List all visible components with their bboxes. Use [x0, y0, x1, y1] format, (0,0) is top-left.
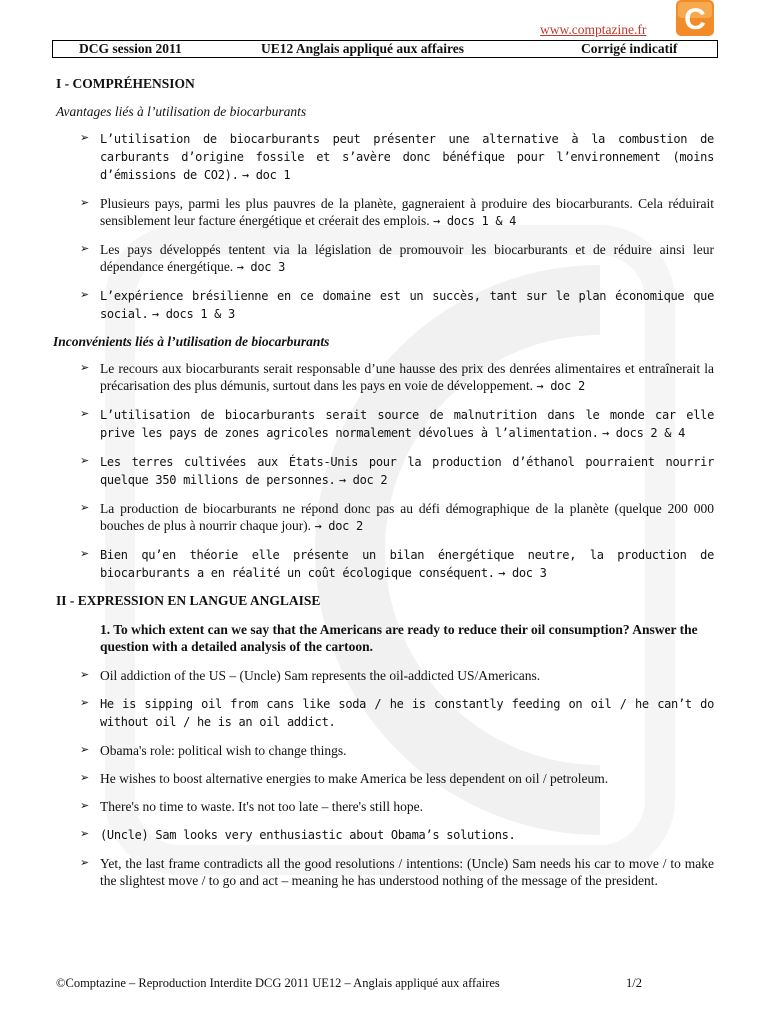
- bullet-arrow-icon: ➢: [80, 669, 90, 681]
- list-item: ➢ He is sipping oil from cans like soda / he is constantly feeding on oil / he can’t do without oil / he is an oil addict.: [80, 697, 714, 729]
- bullet-arrow-icon: ➢: [80, 697, 90, 709]
- bullet-arrow-icon: ➢: [80, 132, 90, 144]
- bullet-arrow-icon: ➢: [80, 455, 90, 467]
- list-item: ➢ (Uncle) Sam looks very enthusiastic about Obama’s solutions.: [80, 828, 516, 842]
- bullet-arrow-icon: ➢: [80, 362, 90, 374]
- bullet-arrow-icon: ➢: [80, 857, 90, 869]
- list-item: ➢ Obama's role: political wish to change things.: [80, 743, 347, 758]
- disadvantages-title: Inconvénients liés à l’utilisation de biocarburants: [53, 334, 330, 349]
- list-item: ➢ Les pays développés tentent via la législation de promouvoir les biocarburants et de réduire ainsi leur dépendance énergétique. → doc 3: [80, 242, 714, 274]
- header-box: [52, 40, 718, 58]
- page-number: 1/2: [626, 976, 642, 990]
- bullet-arrow-icon: ➢: [80, 197, 90, 209]
- header-subject: UE12 Anglais appliqué aux affaires: [261, 41, 465, 56]
- answer-list: [56, 667, 714, 889]
- advantages-list: [56, 130, 714, 323]
- list-item: ➢ Les terres cultivées aux États-Unis pour la production d’éthanol pourraient nourrir quelque 350 millions de personnes. → doc 2: [80, 455, 714, 487]
- list-item: ➢ Le recours aux biocarburants serait responsable d’une hausse des prix des denrées alimentaires et entraînerait la précarisation des plus démunis, surtout dans les pays en voie de développement. → doc 2: [80, 361, 714, 393]
- bullet-arrow-icon: ➢: [80, 800, 90, 812]
- page-footer: [56, 976, 696, 991]
- footer-text: ©Comptazine – Reproduction Interdite DCG 2011 UE12 – Anglais appliqué aux affaires: [56, 976, 500, 990]
- list-item: ➢ Yet, the last frame contradicts all the good resolutions / intentions: (Uncle) Sam needs his car to move / to make the slightest move / to go and act – meaning he has understood nothing of the message of the president.: [80, 856, 714, 888]
- question-1: 1. To which extent can we say that the Americans are ready to reduce their oil consumption? Answer the question with a detailed analysis of the cartoon.: [100, 622, 698, 654]
- bullet-arrow-icon: ➢: [80, 408, 90, 420]
- bullet-arrow-icon: ➢: [80, 289, 90, 301]
- bullet-arrow-icon: ➢: [80, 772, 90, 784]
- disadvantages-list: [56, 360, 714, 582]
- list-item: ➢ L’expérience brésilienne en ce domaine est un succès, tant sur le plan économique que social. → docs 1 & 3: [80, 289, 714, 321]
- bullet-arrow-icon: ➢: [80, 548, 90, 560]
- list-item: ➢ There's no time to waste. It's not too late – there's still hope.: [80, 799, 423, 814]
- list-item: ➢ Plusieurs pays, parmi les plus pauvres de la planète, gagneraient à produire des biocarburants. Cela réduirait sensiblement leur facture énergétique et créerait des emplois. → docs 1 & 4: [80, 196, 714, 228]
- list-item: ➢ Oil addiction of the US – (Uncle) Sam represents the oil-addicted US/Americans.: [80, 668, 541, 683]
- list-item: ➢ L’utilisation de biocarburants peut présenter une alternative à la combustion de carburants d’origine fossile et s’avère donc bénéfique pour l’environnement (moins d’émissions de CO2). → doc 1: [80, 132, 714, 182]
- header-session: DCG session 2011: [79, 41, 182, 56]
- header-type: Corrigé indicatif: [581, 41, 678, 56]
- logo-letter: C: [684, 3, 706, 36]
- bullet-arrow-icon: ➢: [80, 744, 90, 756]
- site-link[interactable]: www.comptazine.fr: [540, 22, 647, 37]
- section-1-title: I - COMPRÉHENSION: [56, 76, 195, 91]
- list-item: ➢ He wishes to boost alternative energies to make America be less dependent on oil / petroleum.: [80, 771, 609, 786]
- list-item: ➢ La production de biocarburants ne répond donc pas au défi démographique de la planète (quelque 200 000 bouches de plus à nourrir chaque jour). → doc 2: [80, 501, 714, 533]
- list-item: ➢ Bien qu’en théorie elle présente un bilan énergétique neutre, la production de biocarburants a en réalité un coût écologique conséquent. → doc 3: [80, 548, 714, 580]
- bullet-arrow-icon: ➢: [80, 828, 90, 840]
- bullet-arrow-icon: ➢: [80, 243, 90, 255]
- advantages-title: Avantages liés à l’utilisation de biocarburants: [56, 104, 307, 119]
- list-item: ➢ L’utilisation de biocarburants serait source de malnutrition dans le monde car elle prive les pays de zones agricoles normalement dévolues à l’alimentation. → docs 2 & 4: [80, 408, 714, 440]
- section-2-title: II - EXPRESSION EN LANGUE ANGLAISE: [56, 593, 321, 608]
- comptazine-logo-icon: [676, 0, 714, 36]
- bullet-arrow-icon: ➢: [80, 502, 90, 514]
- document-body: [53, 76, 714, 900]
